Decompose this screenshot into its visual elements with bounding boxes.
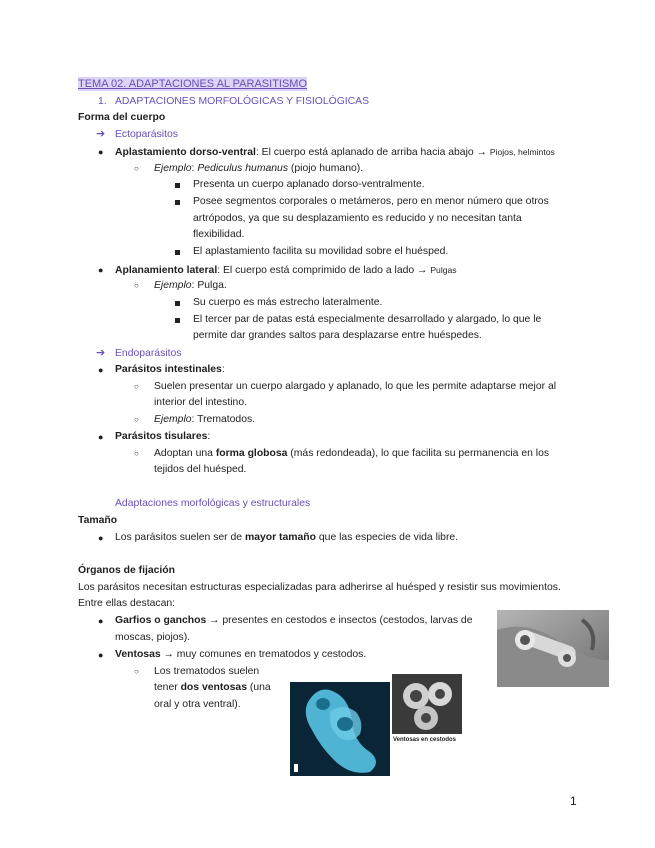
- intest-item: interior del intestino.: [154, 397, 247, 408]
- circle-bullet-icon: ○: [134, 281, 139, 290]
- tamano-bold: mayor tamaño: [244, 532, 316, 543]
- ventosas-bold: Ventosas: [115, 649, 161, 660]
- garfios-photo: [497, 610, 609, 687]
- tisul-item: [154, 447, 549, 461]
- aplast-small: Piojos, helmintos: [489, 147, 555, 157]
- intest-rest: :: [221, 364, 225, 375]
- ej2-label: Ejemplo: [154, 280, 192, 291]
- bullet-icon: ●: [98, 365, 104, 375]
- tisul-b: (más redondeada), lo que facilita su permanencia en los: [287, 448, 550, 459]
- ventosas-line: [115, 648, 366, 662]
- organos-paragraph: Los parásitos necesitan estructuras especializadas para adherirse al huésped y resistir sus movimientos.: [78, 582, 561, 593]
- circle-bullet-icon: ○: [134, 415, 139, 424]
- ventosas-cestodos-photo: [392, 674, 462, 746]
- ejemplo-3: [154, 413, 255, 427]
- square-bullet-icon: [175, 318, 180, 323]
- aplast-bold: Aplastamiento dorso-ventral: [115, 147, 256, 158]
- square-bullet-icon: [175, 250, 180, 255]
- ej3-rest: : Trematodos.: [191, 414, 256, 425]
- ej1-item: El aplastamiento facilita su movilidad sobre el huésped.: [193, 246, 449, 257]
- ej1-item: artrópodos, ya que su desplazamiento es reducido y no necesitan tanta: [193, 213, 522, 224]
- aplanamiento-line: [115, 263, 457, 278]
- circle-bullet-icon: ○: [134, 164, 139, 173]
- tamano-item: [115, 531, 458, 545]
- ejemplo-1: [154, 162, 363, 176]
- ejemplo-2: [154, 279, 227, 293]
- trematodo-photo: [290, 682, 390, 776]
- ej1-sep: :: [191, 163, 198, 174]
- tisul-rest: :: [207, 431, 211, 442]
- ej3-label: Ejemplo: [154, 414, 192, 425]
- ej1-rest: (piojo humano).: [288, 163, 364, 174]
- vent-sub-3: oral y otra ventral).: [154, 699, 241, 710]
- aplan-small: Pulgas: [430, 265, 457, 275]
- aplastamiento-line: [115, 145, 555, 160]
- arrow-icon: ➔: [96, 347, 106, 359]
- intestinales-line: [115, 363, 225, 377]
- heading-forma: Forma del cuerpo: [78, 112, 166, 123]
- aplan-text: : El cuerpo está comprimido de lado a lado →: [217, 265, 428, 276]
- section-heading: ADAPTACIONES MORFOLÓGICAS Y FISIOLÓGICAS: [115, 96, 370, 107]
- circle-bullet-icon: ○: [134, 449, 139, 458]
- tisul-bold2: forma globosa: [215, 448, 288, 459]
- ej1-item: flexibilidad.: [193, 229, 245, 240]
- circle-bullet-icon: ○: [134, 667, 139, 676]
- heading-endo: Endoparásitos: [115, 348, 182, 359]
- page-title: TEMA 02. ADAPTACIONES AL PARASITISMO: [78, 78, 308, 90]
- tisul-item-line2: tejidos del huésped.: [154, 464, 247, 475]
- vent-l2c: (una: [247, 682, 271, 693]
- garfios-text: → presentes en cestodos e insectos (cestodos, larvas de: [206, 615, 473, 626]
- tisul-a: Adoptan una: [154, 448, 216, 459]
- bullet-icon: ●: [98, 650, 104, 660]
- section-number: 1.: [98, 96, 107, 107]
- intest-bold: Parásitos intestinales: [115, 364, 222, 375]
- vent-sub-1: Los trematodos suelen: [154, 666, 260, 677]
- vent-sub-2: [154, 681, 271, 695]
- ej2-rest: : Pulga.: [191, 280, 227, 291]
- ej2-item: permite dar grandes saltos para desplazarse entre huéspedes.: [193, 330, 482, 341]
- vent-l2a: tener: [154, 682, 181, 693]
- square-bullet-icon: [175, 301, 180, 306]
- ventosas-text: → muy comunes en trematodos y cestodos.: [160, 649, 367, 660]
- bullet-icon: ●: [98, 265, 104, 275]
- garfios-bold: Garfios o ganchos: [115, 615, 207, 626]
- ej2-item: Su cuerpo es más estrecho lateralmente.: [193, 297, 383, 308]
- garfios-line: [115, 614, 473, 628]
- tamano-a: Los parásitos suelen ser de: [115, 532, 245, 543]
- ej1-name: Pediculus humanus: [197, 163, 289, 174]
- circle-bullet-icon: ○: [134, 382, 139, 391]
- vent-l2b: dos ventosas: [180, 682, 247, 693]
- page-number: 1: [570, 794, 577, 808]
- subsection-heading: Adaptaciones morfológicas y estructurales: [115, 498, 311, 509]
- tamano-b: que las especies de vida libre.: [316, 532, 459, 543]
- image-caption: Ventosas en cestodos: [393, 737, 457, 743]
- square-bullet-icon: [175, 200, 180, 205]
- garfios-line2: moscas, piojos).: [115, 632, 191, 643]
- tisul-bold: Parásitos tisulares: [115, 431, 208, 442]
- heading-organos: Órganos de fijación: [78, 565, 175, 576]
- aplast-text: : El cuerpo está aplanado de arriba hacia abajo →: [255, 147, 487, 158]
- organos-paragraph-2: Entre ellas destacan:: [78, 598, 176, 609]
- heading-tamano: Tamaño: [78, 515, 118, 526]
- arrow-icon: ➔: [96, 128, 106, 140]
- ej1-item: Posee segmentos corporales o metámeros, pero en menor número que otros: [193, 196, 549, 207]
- bullet-icon: ●: [98, 616, 104, 626]
- heading-ecto: Ectoparásitos: [115, 129, 178, 140]
- intest-item: Suelen presentar un cuerpo alargado y aplanado, lo que les permite adaptarse mejor al: [154, 381, 557, 392]
- bullet-icon: ●: [98, 147, 104, 157]
- tisulares-line: [115, 430, 210, 444]
- ej2-item: El tercer par de patas está especialmente desarrollado y alargado, lo que le: [193, 314, 542, 325]
- bullet-icon: ●: [98, 432, 104, 442]
- square-bullet-icon: [175, 183, 180, 188]
- bullet-icon: ●: [98, 533, 104, 543]
- ej1-item: Presenta un cuerpo aplanado dorso-ventralmente.: [193, 179, 425, 190]
- aplan-bold: Aplanamiento lateral: [115, 265, 218, 276]
- ej1-label: Ejemplo: [154, 163, 192, 174]
